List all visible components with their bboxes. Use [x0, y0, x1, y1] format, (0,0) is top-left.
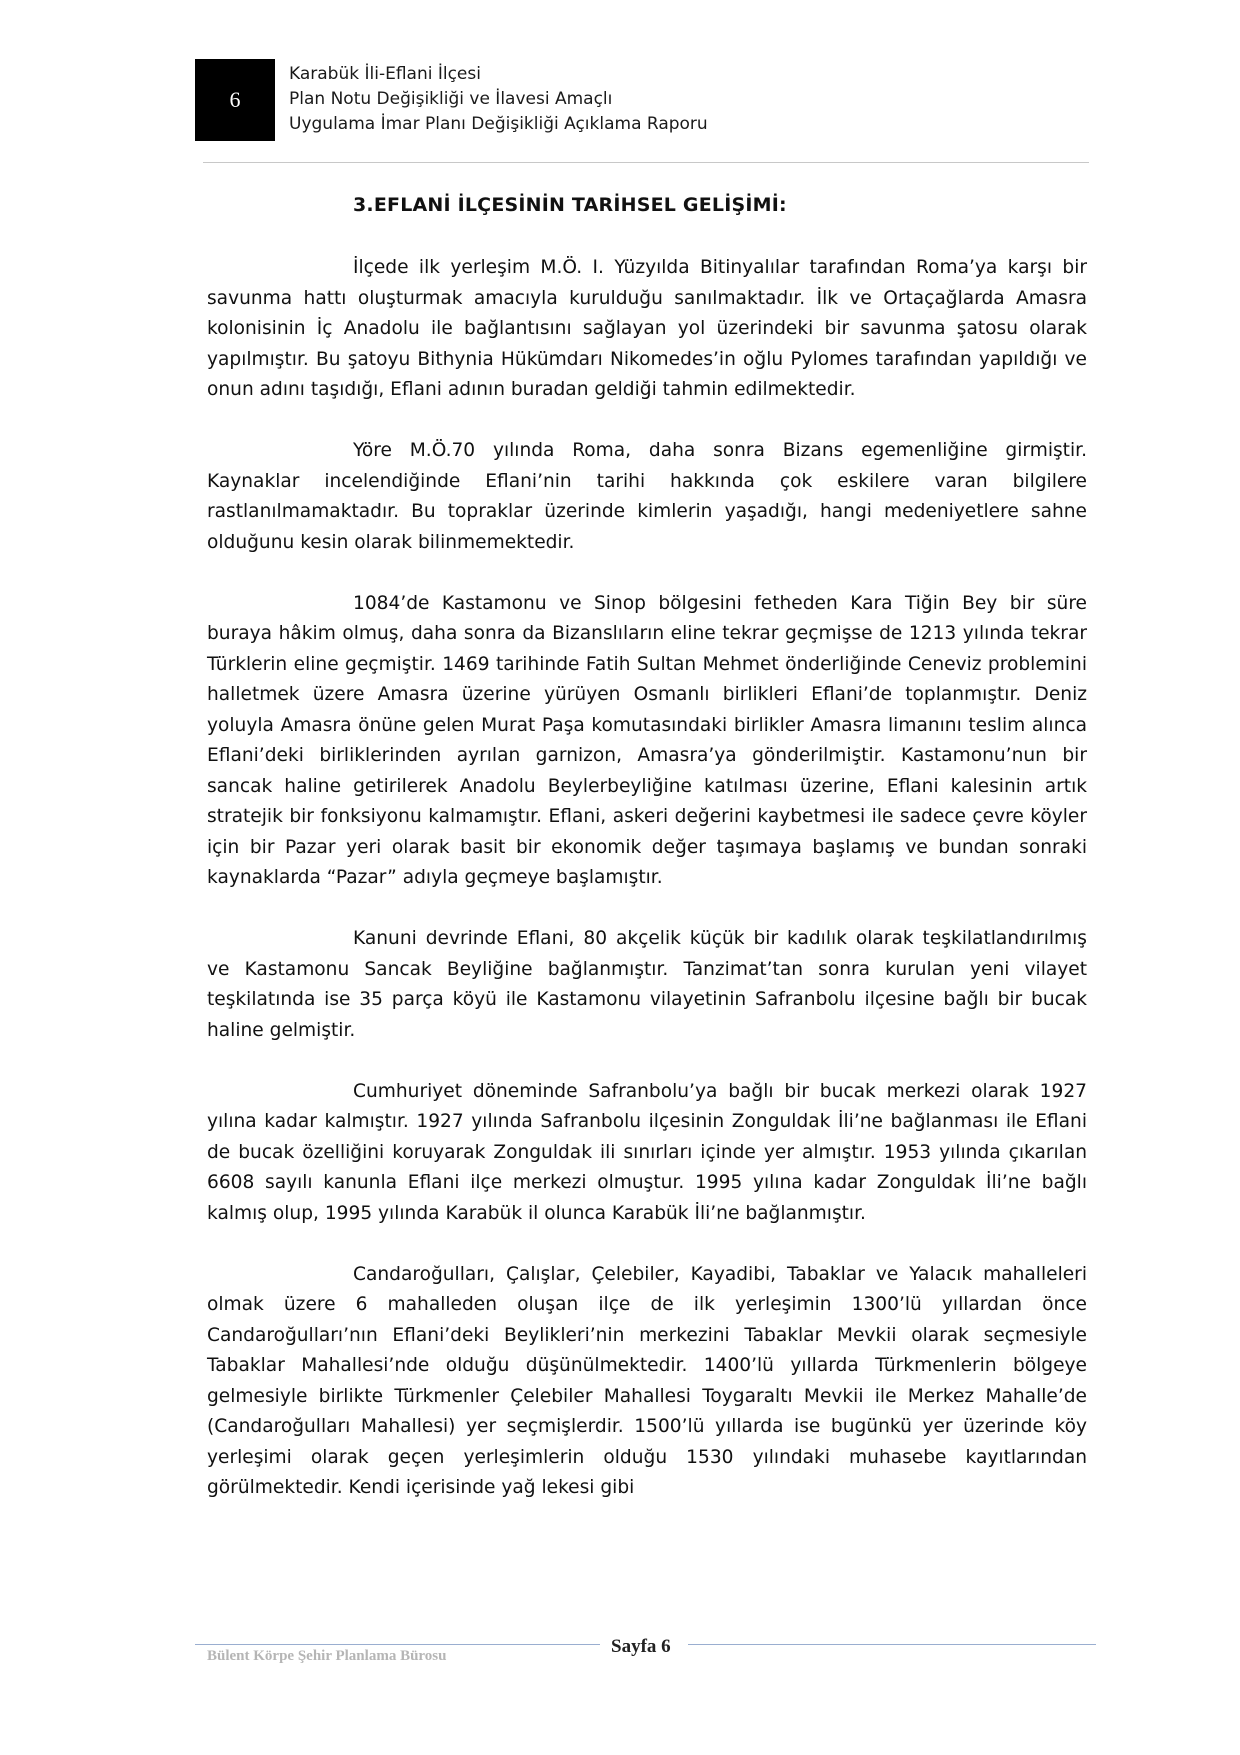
footer-divider-left [195, 1644, 600, 1645]
paragraph-2: Yöre M.Ö.70 yılında Roma, daha sonra Bizans egemenliğine girmiştir. Kaynaklar incelendiğinde Eflani’nin tarihi hakkında çok eskilere varan bilgilere rastlanılmamaktadır. Bu topraklar üzerinde kimlerin yaşadığı, hangi medeniyetlere sahne olduğunu kesin olarak bilinmemektedir. [207, 440, 1087, 553]
document-header [289, 62, 708, 137]
paragraph-1: İlçede ilk yerleşim M.Ö. I. Yüzyılda Bitinyalılar tarafından Roma’ya karşı bir savunma hattı oluşturmak amacıyla kurulduğu sanılmaktadır. İlk ve Ortaçağlarda Amasra kolonisinin İç Anadolu ile bağlantısını sağlayan yol üzerindeki bir savunma şatosu olarak yapılmıştır. Bu şatoyu Bithynia Hükümdarı Nikomedes’in oğlu Pylomes tarafından yapıldığı ve onun adını taşıdığı, Eflani adının buradan geldiği tahmin edilmektedir. [207, 257, 1087, 400]
header-line-3: Uygulama İmar Planı Değişikliği Açıklama Raporu [289, 114, 708, 134]
footer-divider-right [688, 1644, 1096, 1645]
page-number-badge [195, 59, 275, 141]
footer-page-label: Sayfa 6 [611, 1636, 671, 1657]
page-number: 6 [229, 87, 241, 112]
section-body [207, 253, 1087, 1504]
paragraph-4: Kanuni devrinde Eflani, 80 akçelik küçük bir kadılık olarak teşkilatlandırılmış ve Kastamonu Sancak Beyliğine bağlanmıştır. Tanzimat’tan sonra kurulan yeni vilayet teşkilatında ise 35 parça köyü ile Kastamonu vilayetinin Safranbolu ilçesine bağlı bir bucak haline gelmiştir. [207, 928, 1087, 1041]
footer-office-name: Bülent Körpe Şehir Planlama Bürosu [207, 1648, 447, 1664]
section-heading: 3.EFLANİ İLÇESİNİN TARİHSEL GELİŞİMİ: [353, 194, 787, 216]
paragraph-6: Candaroğulları, Çalışlar, Çelebiler, Kayadibi, Tabaklar ve Yalacık mahalleleri olmak üzere 6 mahalleden oluşan ilçe de ilk yerleşimin 1300’lü yıllardan önce Candaroğulları’nın Eflani’deki Beylikleri’nin merkezini Tabaklar Mevkii olarak seçmesiyle Tabaklar Mahallesi’nde olduğu düşünülmektedir. 1400’lü yıllarda Türkmenlerin bölgeye gelmesiyle birlikte Türkmenler Çelebiler Mahallesi Toygaraltı Mevkii ile Merkez Mahalle’de (Candaroğulları Mahallesi) yer seçmişlerdir. 1500’lü yıllarda ise bugünkü yer üzerinde köy yerleşimi olarak geçen yerleşimlerin olduğu 1530 yılındaki muhasebe kayıtlarından görülmektedir. Kendi içerisinde yağ lekesi gibi [207, 1263, 1087, 1498]
paragraph-5: Cumhuriyet döneminde Safranbolu’ya bağlı bir bucak merkezi olarak 1927 yılına kadar kalmıştır. 1927 yılında Safranbolu ilçesinin Zonguldak İli’ne bağlanması ile Eflani de bucak özelliğini koruyarak Zonguldak ili sınırları içinde yer almıştır. 1953 yılında çıkarılan 6608 sayılı kanunla Eflani ilçe merkezi olmuştur. 1995 yılına kadar Zonguldak İli’ne bağlı kalmış olup, 1995 yılında Karabük il olunca Karabük İli’ne bağlanmıştır. [207, 1080, 1087, 1224]
header-divider [203, 162, 1089, 163]
header-line-2: Plan Notu Değişikliği ve İlavesi Amaçlı [289, 89, 613, 109]
header-line-1: Karabük İli-Eflani İlçesi [289, 64, 481, 84]
paragraph-3: 1084’de Kastamonu ve Sinop bölgesini fetheden Kara Tiğin Bey bir süre buraya hâkim olmuş, daha sonra da Bizanslıların eline tekrar geçmişse de 1213 yılında tekrar Türklerin eline geçmiştir. 1469 tarihinde Fatih Sultan Mehmet önderliğinde Ceneviz problemini halletmek üzere Amasra üzerine yürüyen Osmanlı birlikleri Eflani’de toplanmıştır. Deniz yoluyla Amasra önüne gelen Murat Paşa komutasındaki birlikler Amasra limanını teslim alınca Eflani’deki birliklerinden ayrılan garnizon, Amasra’ya gönderilmiştir. Kastamonu’nun bir sancak haline getirilerek Anadolu Beylerbeyliğine katılması üzerine, Eflani kalesinin artık stratejik bir fonksiyonu kalmamıştır. Eflani, askeri değerini kaybetmesi ile sadece çevre köyler için bir Pazar yeri olarak basit bir ekonomik değer taşımaya başlamış ve bundan sonraki kaynaklarda “Pazar” adıyla geçmeye başlamıştır. [207, 592, 1087, 888]
